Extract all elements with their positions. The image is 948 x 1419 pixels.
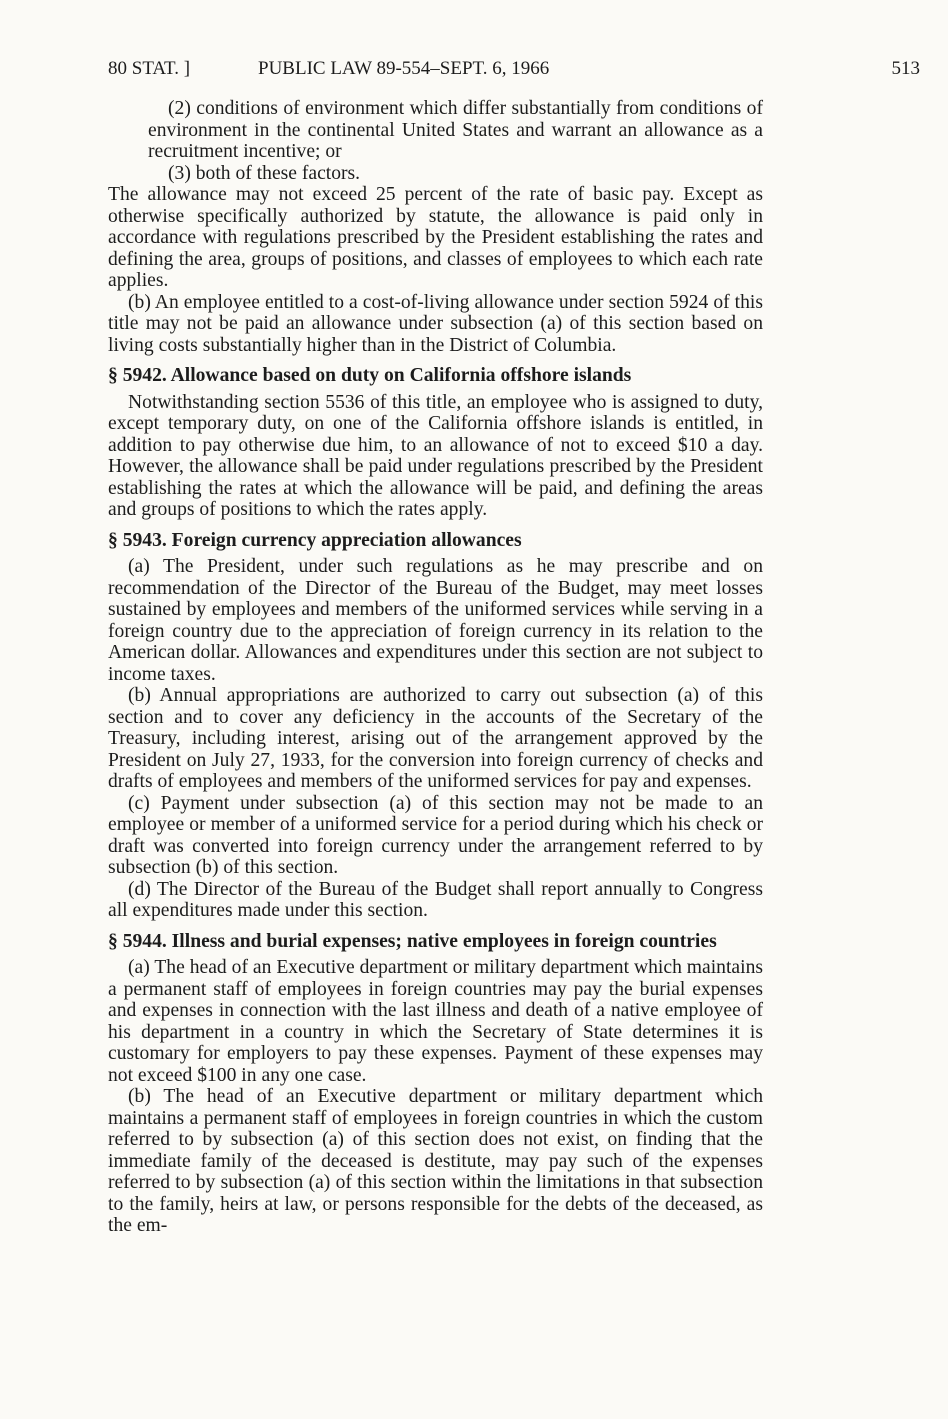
paragraph-5943-b: (b) Annual appropriations are authorized to carry out subsection (a) of this section and to cover any deficiency in the accounts of the Secretary of the Treasury, including interest, arising out of the arrangement approved by the President on July 27, 1933, for the conversion into foreign currency of checks and drafts of employees and members of the uniformed services for pay and expenses.	[108, 685, 763, 792]
section-heading-5942: § 5942. Allowance based on duty on California offshore islands	[108, 365, 632, 386]
paragraph-item-2: (2) conditions of environment which differ substantially from conditions of environment in the continental United States and warrant an allowance as a recruitment incentive; or	[148, 98, 763, 162]
section-heading-5943: § 5943. Foreign currency appreciation allowances	[108, 529, 522, 551]
body-text	[108, 98, 763, 1237]
paragraph-5941-b: (b) An employee entitled to a cost-of-living allowance under section 5924 of this title may not be paid an allowance under subsection (a) of this section based on living costs substantially higher than in the District of Columbia.	[108, 291, 763, 356]
header-title: PUBLIC LAW 89-554–SEPT. 6, 1966	[258, 58, 550, 79]
paragraph-5944-b: (b) The head of an Executive department or military department which maintains a permanent staff of employees in foreign countries in which the custom referred to by subsection (a) of this section does not exist, on finding that the immediate family of the deceased is destitute, may pay such of the expenses referred to by subsection (a) of this section within the limitations in that subsection to the family, heirs at law, or persons responsible for the debts of the deceased, as the em-	[108, 1086, 763, 1236]
paragraph-5943-d: (d) The Director of the Bureau of the Budget shall report annually to Congress all expenditures made under this section.	[108, 878, 763, 921]
page-number: 513	[891, 58, 920, 79]
paragraph-5942: Notwithstanding section 5536 of this title, an employee who is assigned to duty, except temporary duty, on one of the California offshore islands is entitled, in addition to pay otherwise due him, to an allowance of not to exceed $10 a day. However, the allowance shall be paid under regulations prescribed by the President establishing the rates at which the allowance will be paid, and defining the areas and groups of positions to which the rates apply.	[108, 391, 763, 520]
statute-citation: 80 STAT. ]	[108, 58, 191, 79]
paragraph-5944-a: (a) The head of an Executive department or military department which maintains a permanent staff of employees in foreign countries may pay the burial expenses and expenses in connection with the last illness and death of a native employee of his department in a country in which the Secretary of State determines it is customary for employers to pay these expenses. Payment of these expenses may not exceed $100 in any one case.	[108, 957, 763, 1086]
section-heading-5944: § 5944. Illness and burial expenses; native employees in foreign countries	[108, 930, 717, 952]
paragraph-5943-c: (c) Payment under subsection (a) of this section may not be made to an employee or member of a uniformed service for a period during which his check or draft was converted into foreign currency under the arrangement referred to by subsection (b) of this section.	[108, 792, 763, 878]
paragraph-item-3: (3) both of these factors.	[168, 162, 361, 184]
running-header	[108, 58, 920, 84]
paragraph-5943-a: (a) The President, under such regulations as he may prescribe and on recommendation of the Director of the Bureau of the Budget, may meet losses sustained by employees and members of the uniformed services while serving in a foreign country due to the appreciation of foreign currency in its relation to the American dollar. Allowances and expenditures under this section are not subject to income taxes.	[108, 556, 763, 685]
paragraph-allowance-limit: The allowance may not exceed 25 percent of the rate of basic pay. Except as otherwise specifically authorized by statute, the allowance is paid only in accordance with regulations prescribed by the President establishing the rates and defining the area, groups of positions, and classes of employees to which each rate applies.	[108, 184, 763, 291]
